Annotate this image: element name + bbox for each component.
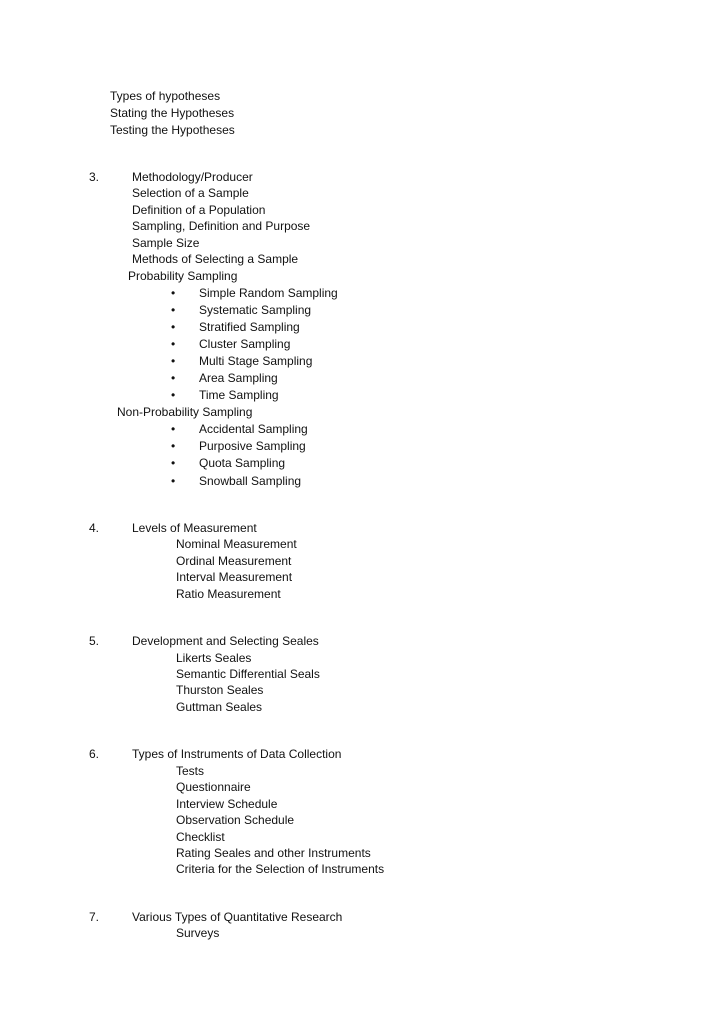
section-subitem: Rating Seales and other Instruments [176, 846, 371, 860]
bullet-icon: • [171, 354, 176, 368]
bullet-item: Stratified Sampling [199, 320, 300, 334]
section-subitem: Ratio Measurement [176, 587, 281, 601]
section-subitem: Likerts Seales [176, 651, 252, 665]
bullet-item: Time Sampling [199, 388, 279, 402]
section-title: Development and Selecting Seales [132, 634, 319, 648]
bullet-item: Snowball Sampling [199, 474, 302, 488]
section-number: 7. [89, 910, 100, 924]
section-title: Levels of Measurement [132, 521, 257, 535]
section-subitem: Sample Size [132, 236, 200, 250]
section-subitem: Interval Measurement [176, 570, 293, 584]
bullet-icon: • [171, 286, 176, 300]
bullet-item: Cluster Sampling [199, 337, 291, 351]
section-subitem: Selection of a Sample [132, 186, 249, 200]
bullet-icon: • [171, 371, 176, 385]
bullet-item: Multi Stage Sampling [199, 354, 313, 368]
section-subitem: Criteria for the Selection of Instruments [176, 862, 385, 876]
bullet-item: Simple Random Sampling [199, 286, 338, 300]
bullet-icon: • [171, 422, 176, 436]
section-title: Methodology/Producer [132, 170, 253, 184]
section-number: 5. [89, 634, 100, 648]
section-title: Various Types of Quantitative Research [132, 910, 343, 924]
section-number: 6. [89, 747, 100, 761]
bullet-icon: • [171, 320, 176, 334]
section-subitem: Definition of a Population [132, 203, 266, 217]
section-subitem: Semantic Differential Seals [176, 667, 320, 681]
section-subitem: Thurston Seales [176, 683, 264, 697]
intro-item: Testing the Hypotheses [110, 123, 235, 137]
non-probability-heading: Non-Probability Sampling [117, 405, 253, 419]
section-subitem: Questionnaire [176, 780, 251, 794]
section-subitem: Observation Schedule [176, 813, 295, 827]
bullet-item: Area Sampling [199, 371, 278, 385]
section-title: Types of Instruments of Data Collection [132, 747, 342, 761]
section-subitem: Ordinal Measurement [176, 554, 292, 568]
section-subitem: Nominal Measurement [176, 537, 297, 551]
bullet-icon: • [171, 474, 176, 488]
bullet-item: Purposive Sampling [199, 439, 306, 453]
probability-heading: Probability Sampling [128, 269, 238, 283]
section-subitem: Tests [176, 764, 205, 778]
section-subitem: Guttman Seales [176, 700, 263, 714]
section-subitem: Sampling, Definition and Purpose [132, 219, 311, 233]
bullet-icon: • [171, 303, 176, 317]
bullet-item: Accidental Sampling [199, 422, 308, 436]
bullet-item: Systematic Sampling [199, 303, 312, 317]
section-subitem: Checklist [176, 830, 225, 844]
bullet-icon: • [171, 337, 176, 351]
section-subitem: Methods of Selecting a Sample [132, 252, 299, 266]
section-subitem: Interview Schedule [176, 797, 278, 811]
bullet-item: Quota Sampling [199, 456, 286, 470]
bullet-icon: • [171, 456, 176, 470]
bullet-icon: • [171, 388, 176, 402]
intro-item: Types of hypotheses [110, 89, 221, 103]
section-subitem: Surveys [176, 926, 220, 940]
section-number: 4. [89, 521, 100, 535]
section-number: 3. [89, 170, 100, 184]
bullet-icon: • [171, 439, 176, 453]
intro-item: Stating the Hypotheses [110, 106, 235, 120]
